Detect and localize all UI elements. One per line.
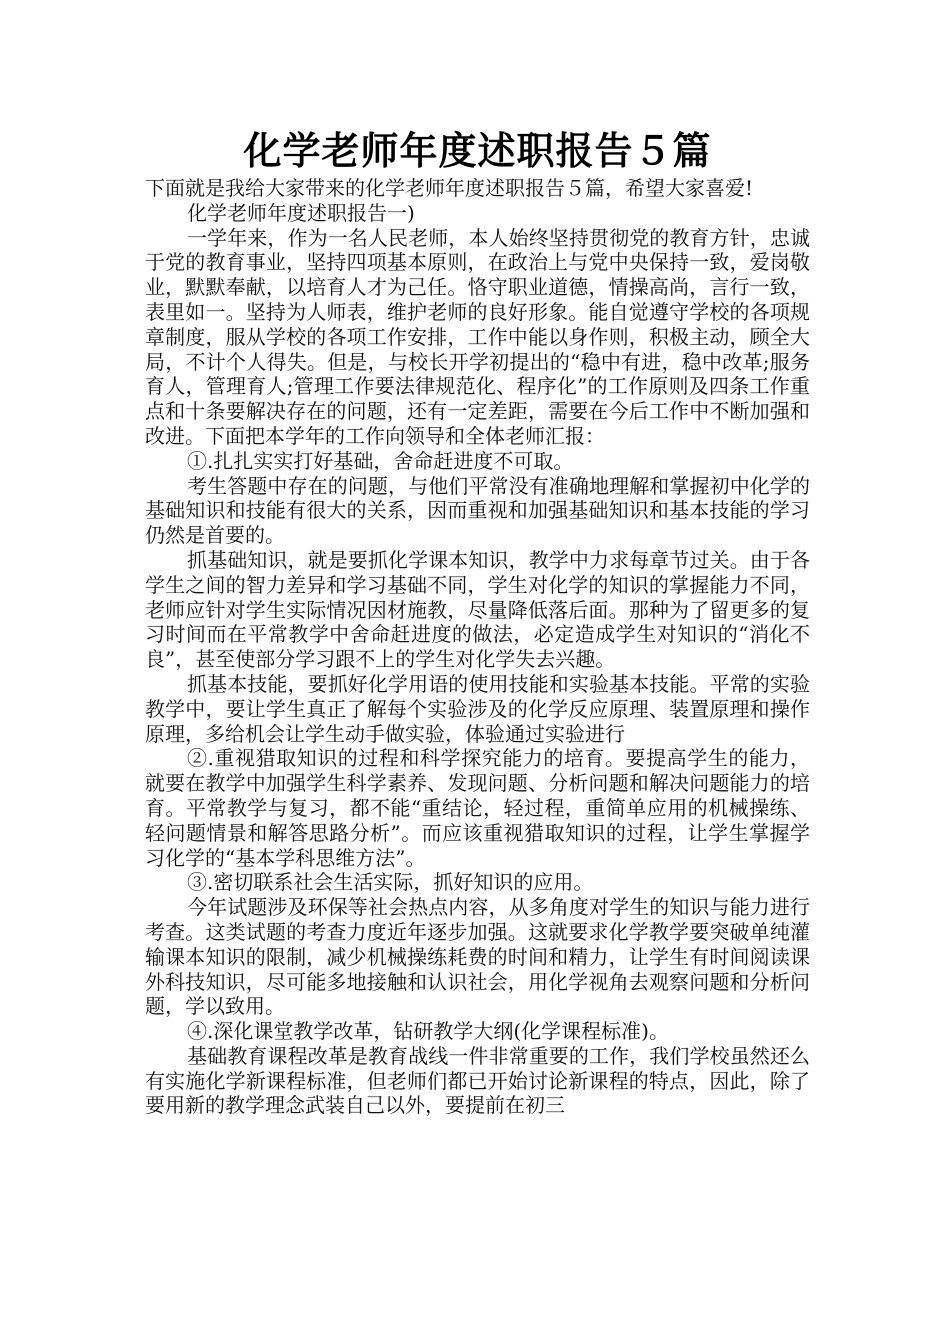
intro-paragraph: 下面就是我给大家带来的化学老师年度述职报告５篇，希望大家喜爱! (145, 176, 754, 200)
document-title: 化学老师年度述职报告５篇 (243, 129, 712, 173)
body-paragraph: 考生答题中存在的问题，与他们平常没有准确地理解和掌握初中化学的基础知识和技能有很大的关系，因而重视和加强基础知识和基本技能的学习仍然是首要的。 (145, 473, 810, 548)
body-paragraph: 基础教育课程改革是教育战线一件非常重要的工作，我们学校虽然还么有实施化学新课程标准，但老师们都已开始讨论新课程的特点，因此，除了要用新的教学理念武装自己以外，要提前在初三 (145, 1043, 810, 1118)
document-body (145, 176, 810, 1118)
point-heading: ①.扎扎实实打好基础，舍命赶进度不可取。 (187, 448, 574, 473)
document-page (145, 126, 810, 1118)
point-heading: ④.深化课堂教学改革，钻研教学大纲(化学课程标准)。 (187, 1019, 669, 1044)
point-heading: ③.密切联系社会生活实际，抓好知识的应用。 (187, 870, 594, 895)
body-paragraph: 抓基本技能，要抓好化学用语的使用技能和实验基本技能。平常的实验教学中，要让学生真正了解每个实验涉及的化学反应原理、装置原理和操作原理，多给机会让学生动手做实验，体验通过实验进行 (145, 671, 810, 746)
point-paragraph: ②.重视猎取知识的过程和科学探究能力的培育。要提高学生的能力，就要在教学中加强学生科学素养、发现问题、分析问题和解决问题能力的培育。平常教学与复习，都不能“重结论，轻过程，重简单应用的机械操练、轻问题情景和解答思路分析”。而应该重视猎取知识的过程，让学生掌握学习化学的“基本学科思维方法”。 (145, 746, 810, 870)
section-heading: 化学老师年度述职报告一) (187, 200, 415, 225)
body-paragraph: 一学年来，作为一名人民老师，本人始终坚持贯彻党的教育方针，忠诚于党的教育事业，坚持四项基本原则，在政治上与党中央保持一致，爱岗敬业，默默奉献，以培育人才为己任。恪守职业道德，情操高尚，言行一致，表里如一。坚持为人师表，维护老师的良好形象。能自觉遵守学校的各项规章制度，服从学校的各项工作安排，工作中能以身作则，积极主动，顾全大局，不计个人得失。但是，与校长开学初提出的“稳中有进，稳中改革;服务育人，管理育人;管理工作要法律规范化、程序化”的工作原则及四条工作重点和十条要解决存在的问题，还有一定差距，需要在今后工作中不断加强和改进。下面把本学年的工作向领导和全体老师汇报： (145, 225, 810, 448)
body-paragraph: 今年试题涉及环保等社会热点内容，从多角度对学生的知识与能力进行考查。这类试题的考查力度近年逐步加强。这就要求化学教学要突破单纯灌输课本知识的限制，减少机械操练耗费的时间和精力，让学生有时间阅读课外科技知识，尽可能多地接触和认识社会，用化学视角去观察问题和分析问题，学以致用。 (145, 895, 810, 1019)
body-paragraph: 抓基础知识，就是要抓化学课本知识，教学中力求每章节过关。由于各学生之间的智力差异和学习基础不同，学生对化学的知识的掌握能力不同，老师应针对学生实际情况因材施教，尽量降低落后面。那种为了留更多的复习时间而在平常教学中舍命赶进度的做法，必定造成学生对知识的“消化不良”，甚至使部分学习跟不上的学生对化学失去兴趣。 (145, 547, 810, 672)
